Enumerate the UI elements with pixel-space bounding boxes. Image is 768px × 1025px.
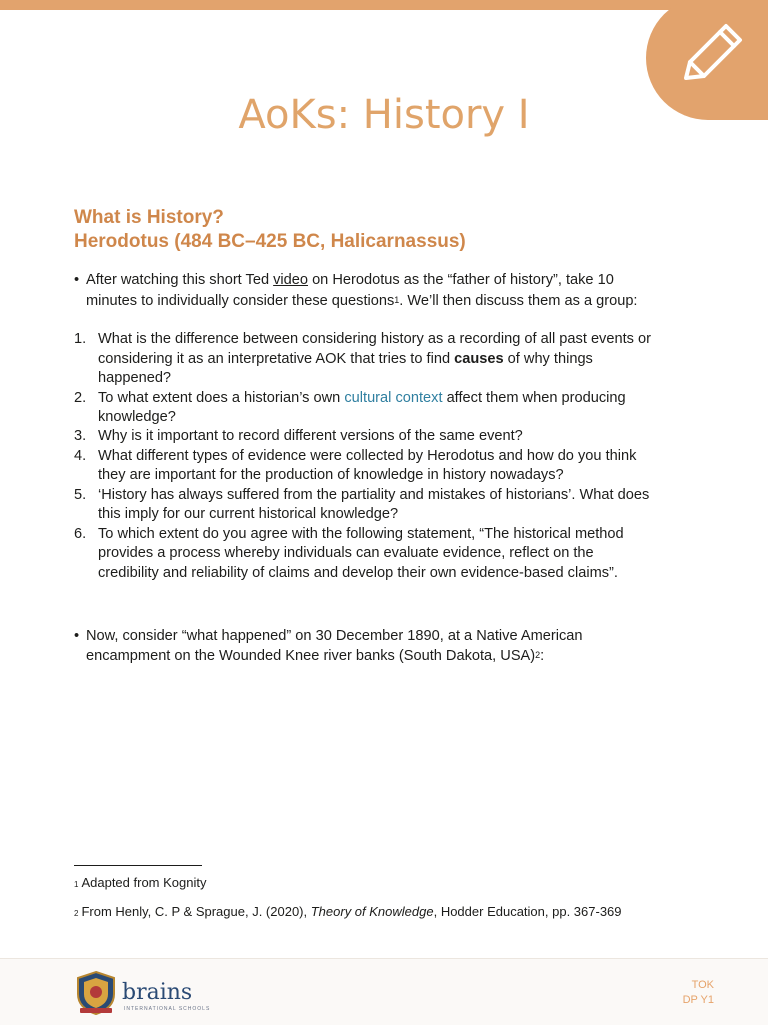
question-text: credibility and reliability of claims and develop their own evidence-based claims”.: [98, 565, 618, 581]
question-text: Why is it important to record different versions of the same event?: [98, 428, 523, 444]
footnote-book-title: Theory of Knowledge: [310, 904, 434, 919]
footnote-ref: 2: [535, 650, 541, 660]
bullet: •: [74, 272, 80, 288]
intro-text: . We’ll then discuss them as a group:: [399, 293, 638, 309]
bullet: •: [74, 628, 80, 644]
footnote-1: [74, 875, 206, 890]
cultural-context-link[interactable]: cultural context: [344, 390, 443, 406]
paragraph-text: Now, consider “what happened” on 30 December 1890, at a Native American: [86, 628, 583, 644]
footnote-divider: [74, 865, 202, 866]
question-text: affect them when producing: [442, 390, 626, 406]
question-text: considering it as an interpretative AOK that tries to find: [98, 351, 455, 367]
course-code: TOK: [691, 979, 714, 991]
question-text: What is the difference between considering history as a recording of all past events or: [98, 331, 651, 347]
video-link[interactable]: video: [273, 272, 309, 288]
footnote-text: Adapted from Kognity: [81, 875, 207, 890]
emphasis-causes: causes: [454, 351, 504, 367]
intro-text: minutes to individually consider these questions: [86, 293, 395, 309]
course-level: DP Y1: [682, 994, 714, 1006]
question-text: provides a process whereby individuals can evaluate evidence, reflect on the: [98, 545, 594, 561]
question-text: this imply for our current historical knowledge?: [98, 506, 399, 522]
footnote-number: 1: [74, 880, 79, 889]
brand-name: brains: [122, 980, 193, 1005]
top-accent-bar: [0, 0, 768, 10]
footnote-2: [74, 904, 622, 919]
intro-text: After watching this short Ted: [86, 272, 274, 288]
paragraph-text: encampment on the Wounded Knee river banks (South Dakota, USA): [86, 648, 536, 664]
pencil-icon: [676, 20, 756, 86]
school-crest-icon: [74, 970, 118, 1016]
question-text: happened?: [98, 370, 172, 386]
question-number: 1.: [74, 331, 87, 347]
paragraph-text: :: [540, 648, 545, 664]
question-text: they are important for the production of knowledge in history nowadays?: [98, 467, 564, 483]
question-text: What different types of evidence were collected by Herodotus and how do you think: [98, 448, 637, 464]
footnote-text: From Henly, C. P & Sprague, J. (2020),: [81, 904, 311, 919]
brand-subtitle: INTERNATIONAL SCHOOLS: [124, 1006, 211, 1012]
intro-text: on Herodotus as the “father of history”, take 10: [308, 272, 614, 288]
question-text: To which extent do you agree with the following statement, “The historical method: [98, 526, 624, 542]
question-number: 5.: [74, 487, 87, 503]
question-number: 3.: [74, 428, 87, 444]
footnote-ref: 1: [394, 295, 400, 305]
section-subheading: Herodotus (484 BC–425 BC, Halicarnassus): [74, 231, 466, 252]
question-text: ‘History has always suffered from the partiality and mistakes of historians’. What does: [98, 487, 650, 503]
footnote-text: , Hodder Education, pp. 367-369: [433, 904, 622, 919]
question-text: of why things: [503, 351, 593, 367]
page-title: AoKs: History I: [238, 92, 530, 138]
question-number: 4.: [74, 448, 87, 464]
question-text: knowledge?: [98, 409, 176, 425]
question-text: To what extent does a historian’s own: [98, 390, 345, 406]
question-number: 2.: [74, 390, 87, 406]
section-heading: What is History?: [74, 207, 224, 228]
footnote-number: 2: [74, 909, 79, 918]
question-number: 6.: [74, 526, 87, 542]
